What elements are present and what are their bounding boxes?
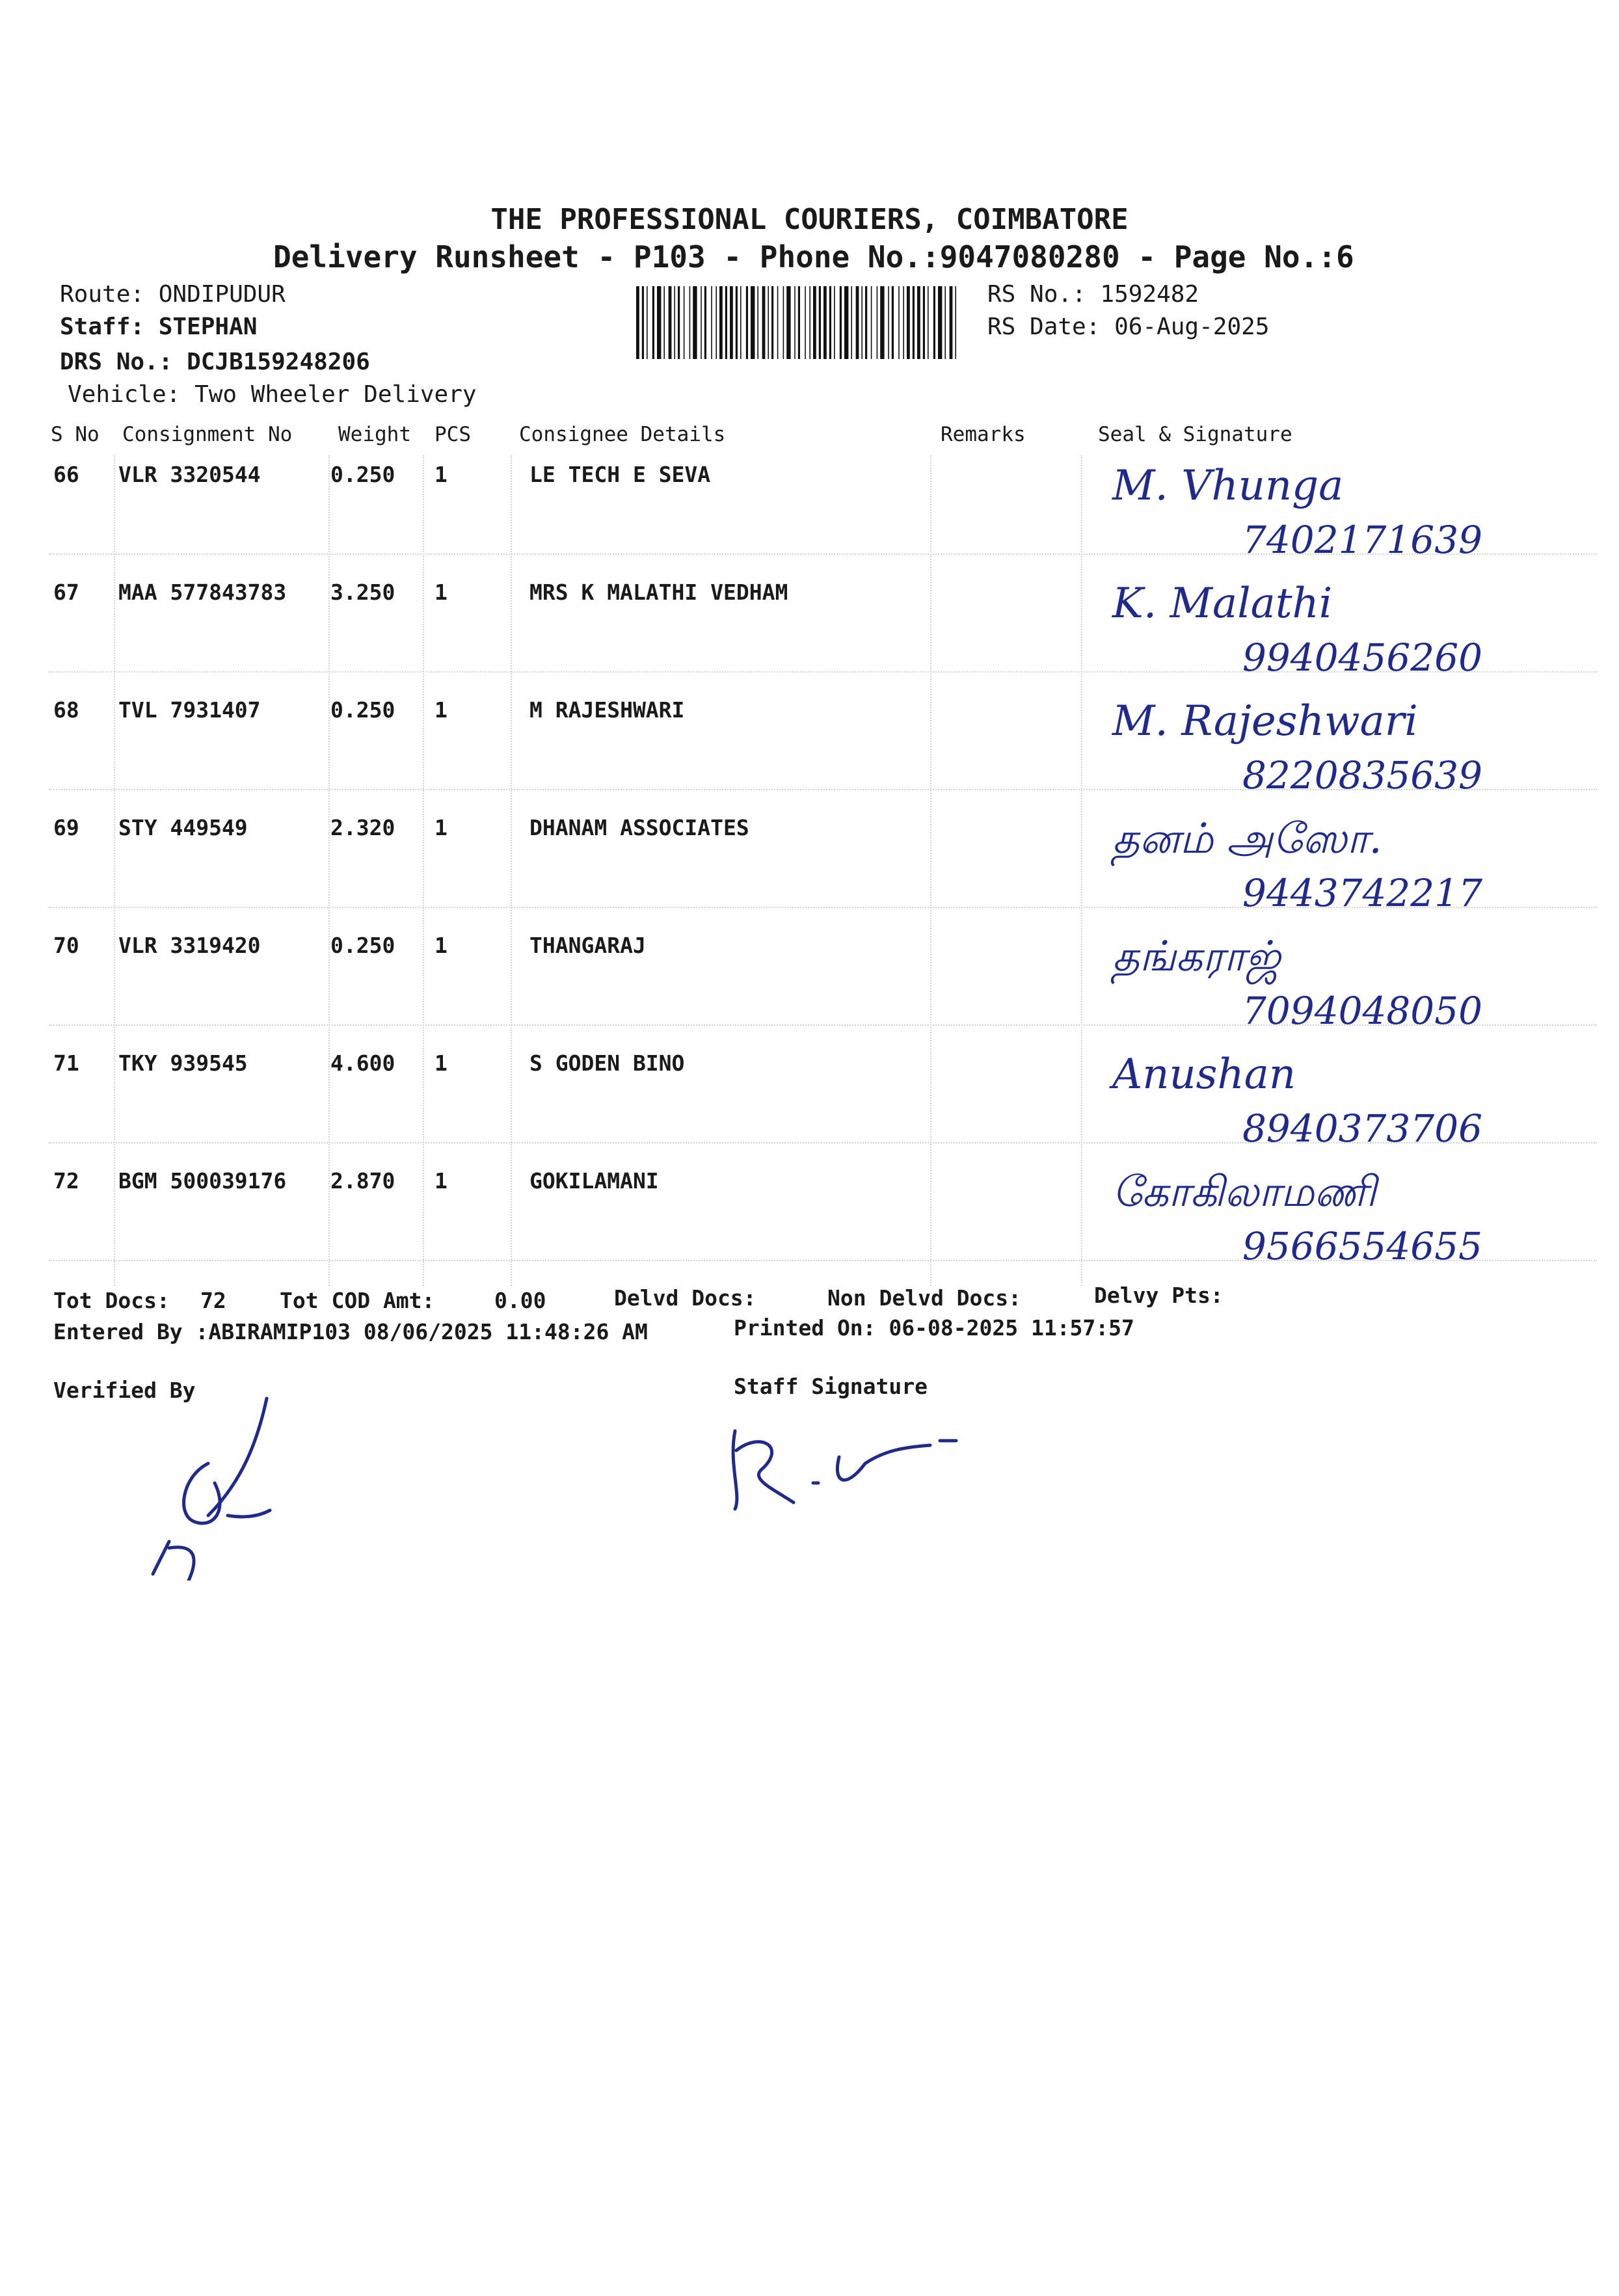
barcode-bar [809, 286, 810, 359]
delivery-signature [1106, 920, 1574, 1043]
barcode-bar [798, 286, 800, 359]
barcode-bar [923, 286, 925, 359]
rs-date: RS Date: 06-Aug-2025 [987, 314, 1270, 340]
barcode-bar [704, 286, 706, 359]
verified-by-label: Verified By [53, 1378, 196, 1403]
row-consignee: DHANAM ASSOCIATES [529, 815, 749, 840]
row-consignment: VLR 3319420 [118, 933, 261, 958]
barcode-bar [689, 286, 691, 359]
barcode-bar [768, 286, 769, 359]
row-sno: 67 [53, 580, 79, 605]
barcode-bar [955, 286, 956, 359]
signature-phone: 8220835639 [1242, 753, 1483, 797]
column-divider [423, 455, 424, 1286]
column-divider [930, 455, 931, 1286]
col-sno: S No [51, 423, 100, 446]
row-sno: 71 [53, 1050, 79, 1076]
barcode-bar [829, 286, 831, 359]
barcode-bar [730, 286, 733, 359]
barcode-bar [861, 286, 863, 359]
tot-cod-label: Tot COD Amt: [280, 1288, 435, 1313]
barcode-bar [913, 286, 915, 359]
col-pcs: PCS [435, 423, 471, 446]
row-consignee: LE TECH E SEVA [529, 462, 711, 487]
delivery-signature [1106, 1155, 1574, 1279]
row-weight: 3.250 [330, 580, 395, 605]
row-consignment: BGM 500039176 [118, 1168, 287, 1194]
barcode-bar [819, 286, 821, 359]
barcode-bar [844, 286, 848, 359]
column-divider [511, 455, 512, 1286]
barcode-bar [736, 286, 738, 359]
row-consignment: STY 449549 [118, 815, 248, 840]
barcode-bar [823, 286, 827, 359]
row-pcs: 1 [435, 580, 448, 605]
barcode-bar [944, 286, 946, 359]
barcode-bar [865, 286, 867, 359]
row-pcs: 1 [435, 697, 448, 723]
row-weight: 0.250 [330, 697, 395, 723]
delivery-signature [1106, 1037, 1574, 1161]
column-divider [328, 455, 330, 1286]
barcode-bar [794, 286, 796, 359]
rs-number: RS No.: 1592482 [987, 281, 1199, 308]
barcode-bar [657, 286, 661, 359]
delvd-docs: Delvd Docs: [614, 1285, 756, 1311]
barcode-bar [777, 286, 779, 359]
barcode-bar [678, 286, 680, 359]
barcode-bar [786, 286, 790, 359]
drs-number: DRS No.: DCJB159248206 [60, 349, 370, 375]
delvy-pts: Delvy Pts: [1094, 1283, 1224, 1308]
barcode-bar [933, 286, 935, 359]
row-consignment: TVL 7931407 [118, 697, 261, 723]
company-title: THE PROFESSIONAL COURIERS, COIMBATORE [490, 203, 1129, 236]
barcode-bar [716, 286, 717, 359]
barcode-bar [888, 286, 889, 359]
delivery-signature [1106, 802, 1574, 926]
signature-phone: 9443742217 [1242, 871, 1483, 915]
barcode-bar [871, 286, 872, 359]
signature-name: K. Malathi [1112, 580, 1333, 628]
barcode-bar [746, 286, 748, 359]
staff: Staff: STEPHAN [60, 314, 258, 340]
signature-name: Anushan [1112, 1050, 1296, 1099]
barcode-bar [647, 286, 648, 359]
row-consignment: VLR 3320544 [118, 462, 261, 487]
non-delvd-docs: Non Delvd Docs: [827, 1285, 1022, 1311]
barcode-bar [762, 286, 766, 359]
signature-name: M. Rajeshwari [1112, 697, 1418, 745]
row-consignment: TKY 939545 [118, 1050, 248, 1076]
barcode-bar [693, 286, 697, 359]
barcode-bar [813, 286, 816, 359]
barcode-bar [907, 286, 910, 359]
col-weight: Weight [338, 423, 411, 446]
runsheet-title: Delivery Runsheet - P103 - Phone No.:9047080280 - Page No.:6 [273, 239, 1354, 274]
barcode-bar [903, 286, 904, 359]
barcode-bar [898, 286, 900, 359]
barcode-bar [701, 286, 702, 359]
signature-phone: 9566554655 [1242, 1224, 1483, 1268]
barcode-bar [636, 286, 639, 359]
barcode-bar [938, 286, 942, 359]
staff-signature-label: Staff Signature [734, 1374, 928, 1399]
delivery-signature [1106, 684, 1574, 808]
signature-phone: 8940373706 [1242, 1106, 1483, 1151]
barcode [636, 286, 961, 359]
col-consignment: Consignment No [122, 423, 293, 446]
barcode-bar [856, 286, 859, 359]
tot-docs-value: 72 [200, 1288, 226, 1313]
barcode-bar [805, 286, 806, 359]
col-remarks: Remarks [941, 423, 1026, 446]
col-consignee: Consignee Details [519, 423, 726, 446]
delivery-signature [1106, 567, 1574, 690]
barcode-bar [652, 286, 654, 359]
barcode-bar [877, 286, 878, 359]
signature-name: கோகிலாமணி [1112, 1168, 1376, 1216]
barcode-bar [751, 286, 755, 359]
row-weight: 2.870 [330, 1168, 395, 1194]
signature-phone: 9940456260 [1242, 635, 1483, 680]
barcode-bar [757, 286, 758, 359]
col-seal-signature: Seal & Signature [1098, 423, 1292, 446]
signature-name: தங்கராஜ் [1112, 933, 1281, 981]
signature-phone: 7402171639 [1242, 518, 1483, 562]
barcode-bar [851, 286, 852, 359]
route: Route: ONDIPUDUR [60, 281, 286, 308]
signature-name: M. Vhunga [1112, 462, 1344, 510]
barcode-bar [740, 286, 742, 359]
barcode-bar [669, 286, 672, 359]
row-consignee: M RAJESHWARI [529, 697, 685, 723]
column-divider [1081, 455, 1082, 1286]
barcode-bar [642, 286, 644, 359]
barcode-bar [771, 286, 773, 359]
row-pcs: 1 [435, 462, 448, 487]
barcode-bar [880, 286, 884, 359]
barcode-bar [719, 286, 723, 359]
barcode-bar [711, 286, 712, 359]
row-consignment: MAA 577843783 [118, 580, 287, 605]
row-weight: 0.250 [330, 933, 395, 958]
barcode-bar [725, 286, 727, 359]
row-consignee: GOKILAMANI [529, 1168, 659, 1194]
barcode-bar [892, 286, 894, 359]
tot-docs-label: Tot Docs: [53, 1288, 170, 1313]
row-pcs: 1 [435, 1168, 448, 1194]
row-weight: 0.250 [330, 462, 395, 487]
row-weight: 2.320 [330, 815, 395, 840]
signature-phone: 7094048050 [1242, 989, 1483, 1033]
barcode-bar [840, 286, 842, 359]
staff-signature [716, 1411, 976, 1522]
row-sno: 72 [53, 1168, 79, 1194]
printed-on: Printed On: 06-08-2025 11:57:57 [734, 1315, 1134, 1341]
barcode-bar [663, 286, 665, 359]
row-pcs: 1 [435, 815, 448, 840]
row-sno: 70 [53, 933, 79, 958]
barcode-bar [917, 286, 920, 359]
barcode-bar [834, 286, 835, 359]
row-consignee: MRS K MALATHI VEDHAM [529, 580, 788, 605]
row-pcs: 1 [435, 933, 448, 958]
column-divider [114, 455, 115, 1286]
row-consignee: THANGARAJ [529, 933, 646, 958]
barcode-bar [684, 286, 685, 359]
barcode-bar [928, 286, 929, 359]
barcode-bar [950, 286, 953, 359]
barcode-bar [783, 286, 784, 359]
delivery-signature [1106, 449, 1574, 572]
row-weight: 4.600 [330, 1050, 395, 1076]
row-sno: 69 [53, 815, 79, 840]
row-pcs: 1 [435, 1050, 448, 1076]
barcode-bar [674, 286, 675, 359]
tot-cod-value: 0.00 [494, 1288, 546, 1313]
row-sno: 68 [53, 697, 79, 723]
verifier-signature [130, 1385, 299, 1581]
row-consignee: S GODEN BINO [529, 1050, 685, 1076]
vehicle: Vehicle: Two Wheeler Delivery [68, 381, 477, 408]
row-sno: 66 [53, 462, 79, 487]
entered-by: Entered By :ABIRAMIP103 08/06/2025 11:48:26 AM [53, 1319, 648, 1344]
signature-name: தனம் அஸோ. [1112, 815, 1382, 863]
